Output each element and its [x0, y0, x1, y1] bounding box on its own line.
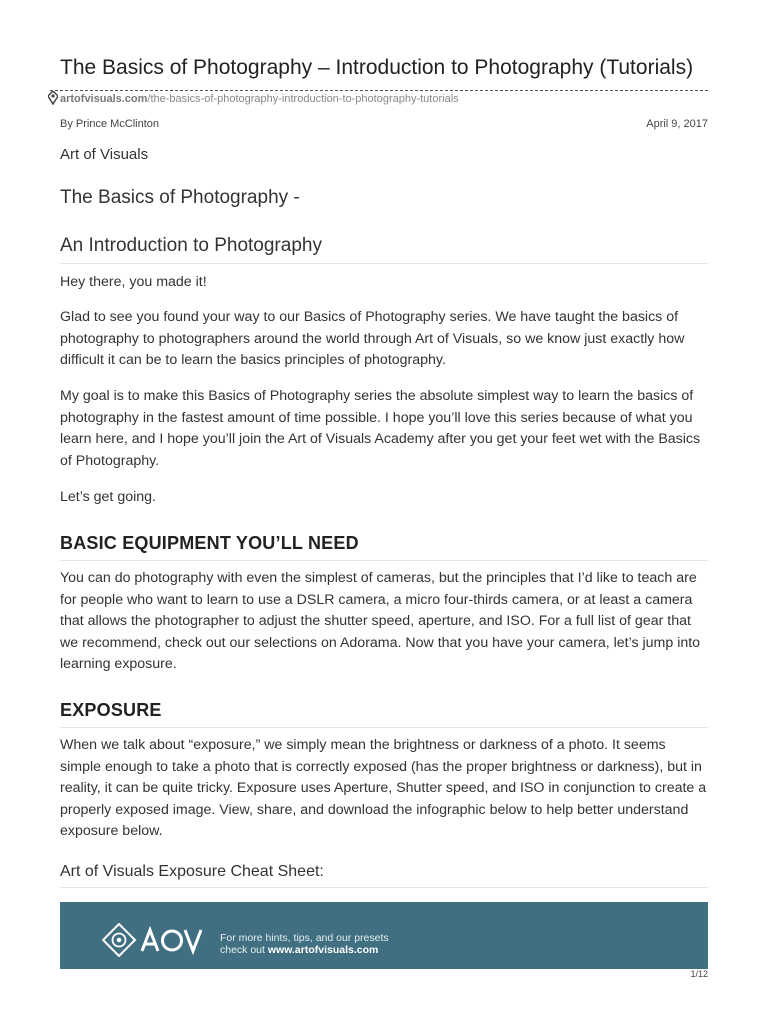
intro-paragraph-4: Let’s get going.	[60, 489, 156, 505]
banner-text	[220, 932, 389, 956]
cheat-sheet-heading: Art of Visuals Exposure Cheat Sheet:	[60, 863, 324, 880]
intro-paragraph-3: My goal is to make this Basics of Photography series the absolute simplest way to learn the basics of photography in the fastest amount of time possible. I hope you’ll love this series because of what you learn here, and I hope you’ll join the Art of Visuals Academy after you get your feet wet with the Basics of Photography.	[60, 388, 701, 469]
banner-line-2	[220, 944, 389, 956]
cheat-sheet-divider	[60, 887, 708, 888]
equipment-paragraph: You can do photography with even the simplest of cameras, but the principles that I’d like to teach are for people who want to learn to use a DSLR camera, a micro four-thirds camera, or at least a camera that allows the photographer to adjust the shutter speed, aperture, and ISO. For a full list of gear that we recommend, check out our selections on Adorama. Now that you have your camera, let’s jump into learning exposure.	[60, 570, 701, 672]
url-domain[interactable]: artofvisuals.com	[60, 93, 148, 105]
section-heading-exposure: EXPOSURE	[60, 700, 162, 720]
intro-paragraph-1: Hey there, you made it!	[60, 274, 207, 290]
url-path[interactable]: /the-basics-of-photography-introduction-to-photography-tutorials	[147, 93, 459, 105]
heading-divider	[60, 263, 708, 264]
location-pin-icon	[48, 91, 58, 105]
author-byline: By Prince McClinton	[60, 118, 160, 130]
page-indicator: 1/12	[690, 969, 708, 979]
source-url[interactable]	[60, 93, 459, 105]
banner-website-link[interactable]: www.artofvisuals.com	[267, 944, 379, 956]
article-heading-line2: An Introduction to Photography	[60, 235, 322, 256]
banner-line-2-prefix: check out	[220, 944, 268, 956]
intro-paragraph-2: Glad to see you found your way to our Basics of Photography series. We have taught the basics of photography to photographers around the world through Art of Visuals, so we know just exactly how difficult it can be to learn the basics principles of photography.	[60, 309, 685, 368]
section-divider	[60, 560, 708, 561]
article-heading-line1: The Basics of Photography -	[60, 187, 300, 208]
site-name: Art of Visuals	[60, 146, 149, 163]
infographic-banner	[60, 902, 708, 969]
publish-date: April 9, 2017	[646, 118, 708, 130]
exposure-paragraph: When we talk about “exposure,” we simply mean the brightness or darkness of a photo. It seems simple enough to take a photo that is correctly exposed (has the proper brightness or darkness), but in reality, it can be quite tricky. Exposure uses Aperture, Shutter speed, and ISO in conjunction to create a properly exposed image. View, share, and download the infographic below to help better understand exposure below.	[60, 737, 707, 839]
aov-logo-icon	[102, 923, 212, 957]
banner-line-1: For more hints, tips, and our presets	[220, 932, 389, 944]
section-divider	[60, 727, 708, 728]
document-title: The Basics of Photography – Introduction to Photography (Tutorials)	[60, 56, 694, 79]
section-heading-equipment: BASIC EQUIPMENT YOU’LL NEED	[60, 533, 359, 553]
